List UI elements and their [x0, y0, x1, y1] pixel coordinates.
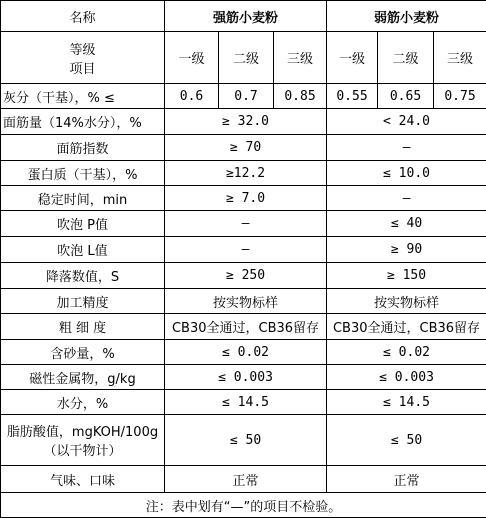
table-row [1, 466, 486, 493]
row-label [1, 415, 165, 466]
weak-value: < 24.0 [327, 109, 486, 135]
row-label: 磁性金属物，g/kg [1, 365, 165, 390]
weak-value: ≤ 14.5 [327, 390, 486, 415]
weak-value: ≤ 0.02 [327, 340, 486, 365]
weak-flour-header: 弱筋小麦粉 [327, 1, 486, 32]
grade-cell: 一级 [327, 32, 378, 84]
table-row [1, 263, 486, 289]
table-row [1, 135, 486, 161]
table-row [1, 340, 486, 365]
strong-value: ≤ 0.02 [165, 340, 327, 365]
weak-value: 正常 [327, 466, 486, 493]
weak-value: ≤ 10.0 [327, 161, 486, 186]
table-row [1, 161, 486, 186]
strong-value: ≥12.2 [165, 161, 327, 186]
table-note: 注：表中划有“—”的项目不检验。 [1, 493, 486, 518]
strong-value: 正常 [165, 466, 327, 493]
value-cell: 0.6 [165, 84, 219, 109]
table-row [1, 84, 486, 109]
row-label: 加工精度 [1, 289, 165, 314]
value-cell: 0.55 [327, 84, 378, 109]
weak-value: — [327, 135, 486, 161]
table-row [1, 211, 486, 237]
weak-value: ≤ 40 [327, 211, 486, 237]
strong-value: 按实物标样 [165, 289, 327, 314]
row-label: 面筋指数 [1, 135, 165, 161]
table-row [1, 289, 486, 314]
row-label: 灰分（干基），% ≤ [1, 84, 165, 109]
grade-cell: 三级 [434, 32, 486, 84]
strong-value: — [165, 237, 327, 263]
row-label: 吹泡 L值 [1, 237, 165, 263]
item-label: 项目 [1, 58, 164, 77]
table-row [1, 237, 486, 263]
weak-value: ≥ 90 [327, 237, 486, 263]
value-cell: 0.65 [378, 84, 434, 109]
row-label: 气味、口味 [1, 466, 165, 493]
table-row [1, 186, 486, 211]
row-label: 粗 细 度 [1, 314, 165, 340]
header-row [1, 1, 486, 32]
strong-value: ≤ 14.5 [165, 390, 327, 415]
table-row [1, 390, 486, 415]
strong-value: ≤ 50 [165, 415, 327, 466]
row-label: 面筋量（14%水分），% [1, 109, 165, 135]
table-row [1, 109, 486, 135]
strong-flour-header: 强筋小麦粉 [165, 1, 327, 32]
row-label-line2: （以干物计） [1, 440, 164, 459]
strong-value: ≥ 70 [165, 135, 327, 161]
grade-cell: 三级 [274, 32, 327, 84]
weak-value: ≤ 0.003 [327, 365, 486, 390]
grade-cell: 一级 [165, 32, 219, 84]
value-cell: 0.75 [434, 84, 486, 109]
strong-value: ≥ 250 [165, 263, 327, 289]
row-label: 吹泡 P值 [1, 211, 165, 237]
strong-value: CB30全通过，CB36留存 [165, 314, 327, 340]
name-header: 名称 [1, 1, 165, 32]
weak-value: ≤ 50 [327, 415, 486, 466]
weak-value: — [327, 186, 486, 211]
row-label: 稳定时间，min [1, 186, 165, 211]
weak-value: 按实物标样 [327, 289, 486, 314]
weak-value: CB30全通过，CB36留存 [327, 314, 486, 340]
row-label: 水分，% [1, 390, 165, 415]
note-row [1, 493, 486, 518]
table-row [1, 314, 486, 340]
row-label: 蛋白质（干基），% [1, 161, 165, 186]
strong-value: — [165, 211, 327, 237]
strong-value: ≥ 7.0 [165, 186, 327, 211]
row-label: 降落数值，S [1, 263, 165, 289]
weak-value: ≥ 150 [327, 263, 486, 289]
grade-cell: 二级 [378, 32, 434, 84]
grade-row [1, 32, 486, 84]
grade-cell: 二级 [219, 32, 274, 84]
grade-label: 等级 [1, 39, 164, 58]
row-label-line1: 脂肪酸值，mgKOH/100g [1, 421, 164, 440]
table-row [1, 415, 486, 466]
row-label: 含砂量，% [1, 340, 165, 365]
value-cell: 0.7 [219, 84, 274, 109]
strong-value: ≥ 32.0 [165, 109, 327, 135]
grade-item-header [1, 32, 165, 84]
strong-value: ≤ 0.003 [165, 365, 327, 390]
value-cell: 0.85 [274, 84, 327, 109]
table-row [1, 365, 486, 390]
